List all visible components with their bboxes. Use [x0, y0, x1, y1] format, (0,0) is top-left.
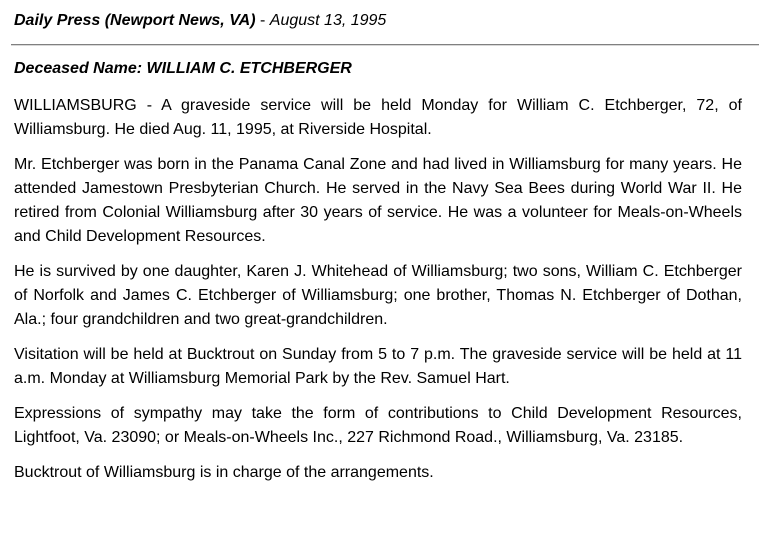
obituary-body [14, 58, 742, 496]
header-divider [11, 44, 759, 46]
publication-header [14, 10, 742, 34]
paragraph-service: WILLIAMSBURG - A graveside service will be held Monday for William C. Etchberger, 72, of Williamsburg. He died Aug. 11, 1995, at Riverside Hospital. [14, 97, 742, 138]
publication-date: August 13, 1995 [269, 12, 387, 29]
newspaper-name: Daily Press (Newport News, VA) [14, 12, 256, 29]
deceased-name: Deceased Name: WILLIAM C. ETCHBERGER [14, 60, 352, 77]
paragraph-contributions: Expressions of sympathy may take the form of contributions to Child Development Resources, Lightfoot, Va. 23090; or Meals-on-Wheels Inc., 227 Richmond Road., Williamsburg, Va. 23185. [14, 405, 742, 446]
obituary-page [14, 0, 742, 481]
paragraph-arrangements: Bucktrout of Williamsburg is in charge of the arrangements. [14, 464, 434, 481]
paragraph-visitation: Visitation will be held at Bucktrout on Sunday from 5 to 7 p.m. The graveside service will be held at 11 a.m. Monday at Williamsburg Memorial Park by the Rev. Samuel Hart. [14, 346, 742, 387]
paragraph-survivors: He is survived by one daughter, Karen J. Whitehead of Williamsburg; two sons, William C. Etchberger of Norfolk and James C. Etchberger of Williamsburg; one brother, Thomas N. Etchberger of Dothan, Ala.; four grandchildren and two great-grandchildren. [14, 263, 742, 328]
header-separator: - [255, 12, 270, 29]
paragraph-biography: Mr. Etchberger was born in the Panama Canal Zone and had lived in Williamsburg for many years. He attended Jamestown Presbyterian Church. He served in the Navy Sea Bees during World War II. He retired from Colonial Williamsburg after 30 years of service. He was a volunteer for Meals-on-Wheels and Child Development Resources. [14, 156, 742, 245]
